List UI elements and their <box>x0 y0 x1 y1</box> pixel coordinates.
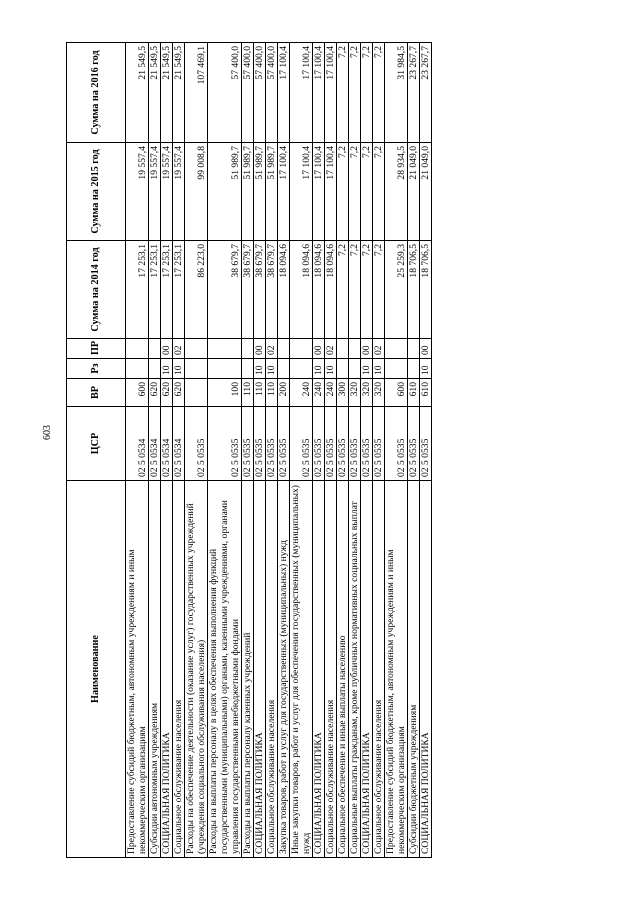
row-vr: 100 <box>208 379 242 407</box>
table-row <box>242 43 254 858</box>
row-csr: 02 5 0535 <box>337 407 349 481</box>
row-vr: 110 <box>266 379 278 407</box>
header-rz: Рз <box>67 359 126 379</box>
budget-table <box>66 42 432 858</box>
row-rz <box>290 359 313 379</box>
row-name: СОЦИАЛЬНАЯ ПОЛИТИКА <box>361 481 373 858</box>
table-row <box>126 43 149 858</box>
row-sum-2014: 17 253,1 <box>149 241 161 339</box>
row-sum-2016: 23 267,7 <box>408 43 420 143</box>
row-csr: 02 5 0535 <box>254 407 266 481</box>
row-name: Социальное обеспечение и иные выплаты населению <box>337 481 349 858</box>
table-row <box>185 43 208 858</box>
row-name: Расходы на выплаты персоналу в целях обеспечения выполнения функций государственными (муниципальными) органами, казенными учреждениями, органами управления государственными внебюджетными фондами <box>208 481 242 858</box>
row-name: СОЦИАЛЬНАЯ ПОЛИТИКА <box>420 481 432 858</box>
row-rz <box>278 359 290 379</box>
row-csr: 02 5 0535 <box>266 407 278 481</box>
row-sum-2014: 38 679,7 <box>254 241 266 339</box>
row-vr: 600 <box>126 379 149 407</box>
row-csr: 02 5 0534 <box>126 407 149 481</box>
row-vr: 110 <box>254 379 266 407</box>
row-rz <box>208 359 242 379</box>
table-row <box>337 43 349 858</box>
row-rz: 10 <box>161 359 173 379</box>
row-vr: 200 <box>278 379 290 407</box>
row-rz <box>185 359 208 379</box>
row-sum-2014: 7,2 <box>349 241 361 339</box>
row-name: Расходы на выплаты персоналу казенных учреждений <box>242 481 254 858</box>
row-sum-2015: 17 100,4 <box>290 143 313 241</box>
row-pr: 02 <box>325 339 337 359</box>
row-pr <box>385 339 408 359</box>
row-rz <box>408 359 420 379</box>
row-sum-2015: 7,2 <box>361 143 373 241</box>
header-sum-2016: Сумма на 2016 год <box>67 43 126 143</box>
row-sum-2014: 18 706,5 <box>420 241 432 339</box>
row-name: Социальное обслуживание населения <box>173 481 185 858</box>
row-vr: 320 <box>361 379 373 407</box>
row-pr <box>242 339 254 359</box>
row-vr: 110 <box>242 379 254 407</box>
row-pr: 02 <box>266 339 278 359</box>
row-sum-2016: 21 549,5 <box>173 43 185 143</box>
table-row <box>290 43 313 858</box>
row-sum-2016: 7,2 <box>349 43 361 143</box>
row-pr: 00 <box>313 339 325 359</box>
table-row <box>408 43 420 858</box>
header-sum-2015: Сумма на 2015 год <box>67 143 126 241</box>
row-sum-2015: 99 008,8 <box>185 143 208 241</box>
table-row <box>208 43 242 858</box>
row-vr: 610 <box>408 379 420 407</box>
row-name: Предоставление субсидий бюджетным, автономным учреждениям и иным некоммерческим организациям <box>126 481 149 858</box>
table-row <box>373 43 385 858</box>
table-row <box>254 43 266 858</box>
row-vr: 320 <box>373 379 385 407</box>
row-vr: 620 <box>161 379 173 407</box>
row-csr: 02 5 0535 <box>325 407 337 481</box>
row-vr: 240 <box>313 379 325 407</box>
table-row <box>173 43 185 858</box>
row-rz: 10 <box>373 359 385 379</box>
table-row <box>325 43 337 858</box>
row-rz <box>126 359 149 379</box>
row-rz: 10 <box>266 359 278 379</box>
row-sum-2016: 17 100,4 <box>278 43 290 143</box>
row-rz <box>242 359 254 379</box>
row-sum-2015: 7,2 <box>337 143 349 241</box>
table-row <box>161 43 173 858</box>
row-sum-2014: 7,2 <box>361 241 373 339</box>
row-csr: 02 5 0535 <box>385 407 408 481</box>
row-sum-2015: 7,2 <box>349 143 361 241</box>
row-sum-2016: 7,2 <box>361 43 373 143</box>
row-sum-2016: 17 100,4 <box>290 43 313 143</box>
row-rz: 10 <box>361 359 373 379</box>
row-name: Социальное обслуживание населения <box>373 481 385 858</box>
table-row <box>349 43 361 858</box>
row-name: СОЦИАЛЬНАЯ ПОЛИТИКА <box>313 481 325 858</box>
row-sum-2015: 17 100,4 <box>325 143 337 241</box>
row-sum-2015: 7,2 <box>373 143 385 241</box>
row-pr: 02 <box>173 339 185 359</box>
row-sum-2016: 23 267,7 <box>420 43 432 143</box>
row-sum-2015: 51 989,7 <box>254 143 266 241</box>
row-sum-2016: 107 469,1 <box>185 43 208 143</box>
row-rz: 10 <box>173 359 185 379</box>
table-row <box>361 43 373 858</box>
table-row <box>149 43 161 858</box>
table-row <box>278 43 290 858</box>
header-csr: ЦСР <box>67 407 126 481</box>
row-sum-2016: 57 400,0 <box>266 43 278 143</box>
table-row <box>420 43 432 858</box>
row-pr <box>149 339 161 359</box>
row-csr: 02 5 0534 <box>161 407 173 481</box>
row-sum-2015: 19 557,4 <box>173 143 185 241</box>
row-sum-2014: 17 253,1 <box>173 241 185 339</box>
row-pr <box>349 339 361 359</box>
row-pr: 00 <box>161 339 173 359</box>
row-csr: 02 5 0534 <box>149 407 161 481</box>
row-sum-2015: 19 557,4 <box>161 143 173 241</box>
row-vr <box>185 379 208 407</box>
row-sum-2014: 86 223,0 <box>185 241 208 339</box>
row-sum-2014: 18 706,5 <box>408 241 420 339</box>
row-vr: 620 <box>173 379 185 407</box>
table-row <box>385 43 408 858</box>
row-sum-2014: 17 253,1 <box>126 241 149 339</box>
row-pr <box>278 339 290 359</box>
row-name: Социальные выплаты гражданам, кроме публичных нормативных социальных выплат <box>349 481 361 858</box>
row-csr: 02 5 0535 <box>408 407 420 481</box>
row-sum-2014: 25 259,3 <box>385 241 408 339</box>
row-csr: 02 5 0535 <box>420 407 432 481</box>
row-rz: 10 <box>325 359 337 379</box>
row-sum-2015: 51 989,7 <box>266 143 278 241</box>
row-sum-2016: 7,2 <box>337 43 349 143</box>
row-rz <box>385 359 408 379</box>
row-pr: 02 <box>373 339 385 359</box>
row-csr: 02 5 0535 <box>242 407 254 481</box>
row-name: Субсидии бюджетным учреждениям <box>408 481 420 858</box>
row-pr <box>408 339 420 359</box>
rotated-table-container <box>66 43 544 858</box>
row-rz <box>337 359 349 379</box>
row-sum-2016: 7,2 <box>373 43 385 143</box>
row-sum-2014: 18 094,6 <box>325 241 337 339</box>
row-name: Расходы на обеспечение деятельности (оказание услуг) государственных учреждений (учреждения социального обслуживания населения) <box>185 481 208 858</box>
row-csr: 02 5 0535 <box>185 407 208 481</box>
row-csr: 02 5 0535 <box>349 407 361 481</box>
row-sum-2015: 51 989,7 <box>242 143 254 241</box>
row-sum-2016: 21 549,5 <box>161 43 173 143</box>
row-rz <box>349 359 361 379</box>
row-vr: 600 <box>385 379 408 407</box>
row-name: Субсидии автономным учреждениям <box>149 481 161 858</box>
row-name: Иные закупки товаров, работ и услуг для обеспечения государственных (муниципальных) нужд <box>290 481 313 858</box>
row-sum-2014: 18 094,6 <box>313 241 325 339</box>
row-rz: 10 <box>313 359 325 379</box>
row-name: СОЦИАЛЬНАЯ ПОЛИТИКА <box>161 481 173 858</box>
row-csr: 02 5 0535 <box>361 407 373 481</box>
row-sum-2016: 21 549,5 <box>126 43 149 143</box>
header-pr: ПР <box>67 339 126 359</box>
row-sum-2015: 51 989,7 <box>208 143 242 241</box>
row-sum-2015: 21 049,0 <box>408 143 420 241</box>
row-pr <box>290 339 313 359</box>
row-sum-2014: 18 094,6 <box>278 241 290 339</box>
row-sum-2014: 38 679,7 <box>208 241 242 339</box>
row-sum-2015: 17 100,4 <box>278 143 290 241</box>
row-vr: 620 <box>149 379 161 407</box>
row-csr: 02 5 0535 <box>290 407 313 481</box>
row-rz: 10 <box>254 359 266 379</box>
row-pr <box>126 339 149 359</box>
row-name: СОЦИАЛЬНАЯ ПОЛИТИКА <box>254 481 266 858</box>
row-csr: 02 5 0535 <box>313 407 325 481</box>
row-name: Социальное обслуживание населения <box>266 481 278 858</box>
row-sum-2015: 28 934,5 <box>385 143 408 241</box>
row-sum-2016: 17 100,4 <box>325 43 337 143</box>
table-row <box>266 43 278 858</box>
row-sum-2014: 17 253,1 <box>161 241 173 339</box>
row-vr: 320 <box>349 379 361 407</box>
row-vr: 240 <box>290 379 313 407</box>
row-name: Предоставление субсидий бюджетным, автономным учреждениям и иным некоммерческим организациям <box>385 481 408 858</box>
row-rz: 10 <box>420 359 432 379</box>
row-pr <box>337 339 349 359</box>
table-header-row <box>67 43 126 858</box>
row-csr: 02 5 0535 <box>278 407 290 481</box>
row-sum-2014: 38 679,7 <box>266 241 278 339</box>
row-sum-2016: 57 400,0 <box>254 43 266 143</box>
row-sum-2015: 19 557,4 <box>149 143 161 241</box>
row-sum-2014: 38 679,7 <box>242 241 254 339</box>
row-sum-2016: 17 100,4 <box>313 43 325 143</box>
row-pr <box>208 339 242 359</box>
row-sum-2014: 18 094,6 <box>290 241 313 339</box>
row-sum-2014: 7,2 <box>373 241 385 339</box>
row-sum-2014: 7,2 <box>337 241 349 339</box>
row-name: Социальное обслуживание населения <box>325 481 337 858</box>
row-sum-2015: 17 100,4 <box>313 143 325 241</box>
row-sum-2016: 31 984,5 <box>385 43 408 143</box>
row-rz <box>149 359 161 379</box>
header-vr: ВР <box>67 379 126 407</box>
row-csr: 02 5 0535 <box>208 407 242 481</box>
row-csr: 02 5 0534 <box>173 407 185 481</box>
row-pr: 00 <box>254 339 266 359</box>
row-vr: 300 <box>337 379 349 407</box>
row-pr: 00 <box>420 339 432 359</box>
page-number: 603 <box>42 425 53 440</box>
header-name: Наименование <box>67 481 126 858</box>
row-sum-2016: 57 400,0 <box>208 43 242 143</box>
row-sum-2015: 19 557,4 <box>126 143 149 241</box>
row-sum-2016: 57 400,0 <box>242 43 254 143</box>
header-sum-2014: Сумма на 2014 год <box>67 241 126 339</box>
row-name: Закупка товаров, работ и услуг для государственных (муниципальных) нужд <box>278 481 290 858</box>
row-vr: 610 <box>420 379 432 407</box>
row-vr: 240 <box>325 379 337 407</box>
table-row <box>313 43 325 858</box>
row-pr <box>185 339 208 359</box>
row-pr: 00 <box>361 339 373 359</box>
row-sum-2015: 21 049,0 <box>420 143 432 241</box>
row-sum-2016: 21 549,5 <box>149 43 161 143</box>
row-csr: 02 5 0535 <box>373 407 385 481</box>
